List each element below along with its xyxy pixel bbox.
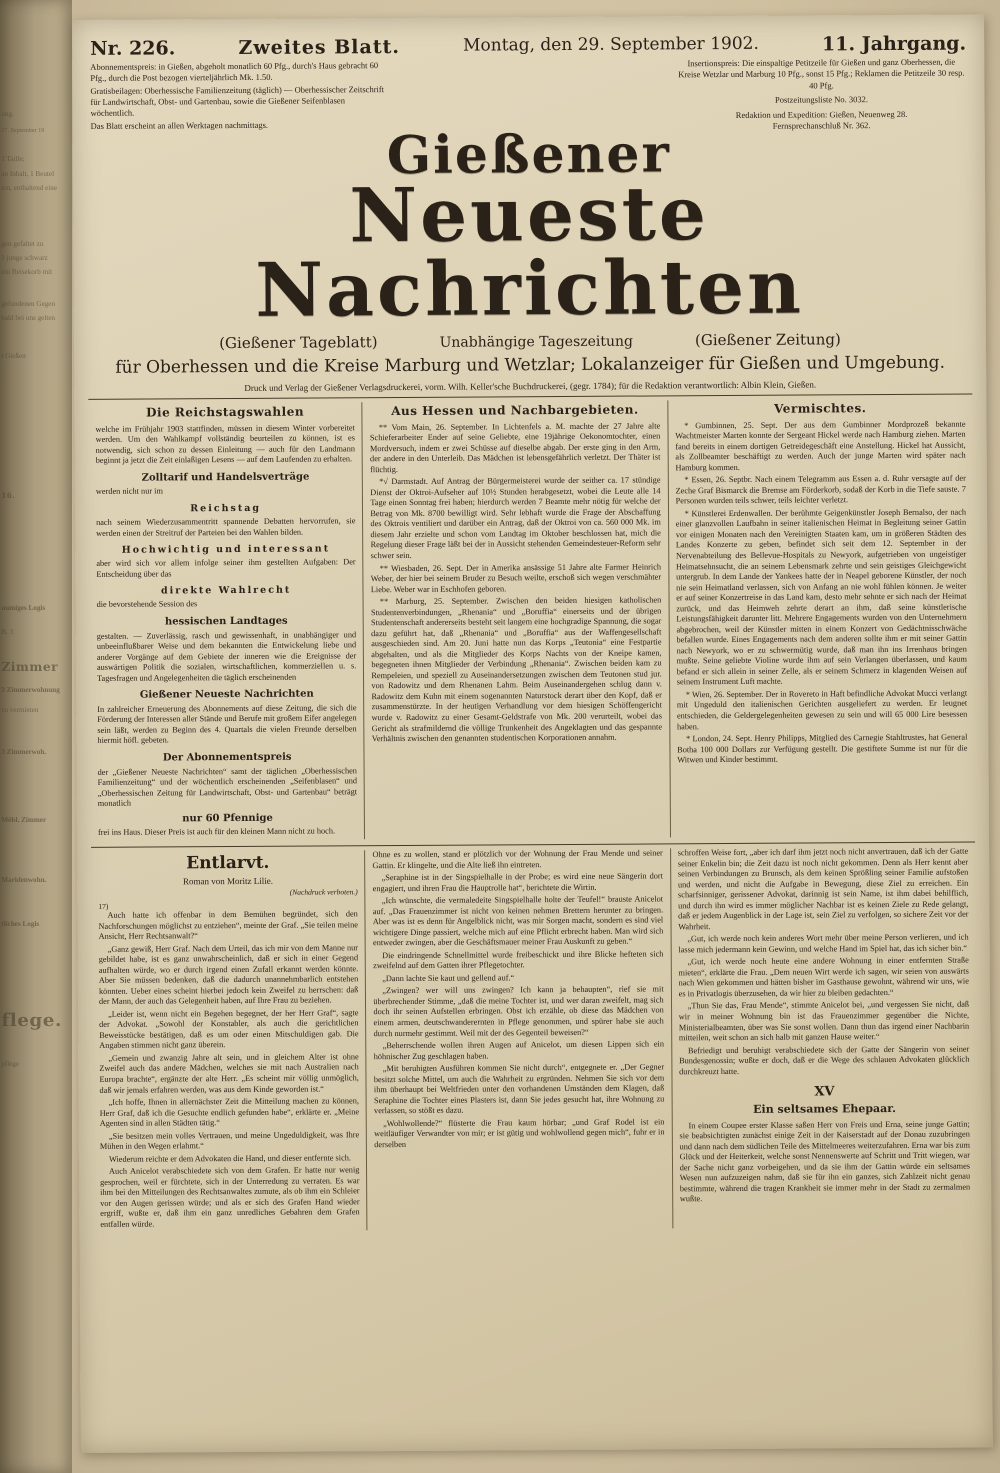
feuilleton-para: „Ganz gewiß, Herr Graf. Nach dem Urteil, das ich mir von dem Manne nur gebildet habe, ist es ganz unwahrscheinlich, daß er sich in einer Gegend aufhalten würde, wo er durch irgend einen Zufall erkannt werden könnte. Aber Sie müssen bedenken, daß die dadurch unannehmbarlich entstehen könnten. Ueber eines scheint hierbei jedoch kein Zweifel zu herrschen: daß der Mann, der auch das Gelegenheit haben, auf Ihre Frau zu beziehen. <box>98 942 359 1007</box>
subscription-terms <box>90 60 390 137</box>
bleed-text-19: Möbl. Zimmer <box>1 816 47 824</box>
feuilleton-para: „Seraphine ist in der Singspielhalle in der Probe; es wird eine neue Sängerin dort engagiert, und ihren Frau die Hauptrolle hat“, berichtete die Wirtin. <box>372 871 663 893</box>
para-1: welche im Frühjahr 1903 stattfinden, müssen in diesem Winter vorbereitet werden. Um den Wahlkampf vollständig beurteilen zu können, ist es notwendig, sich schon zu dessen Einleitung — auch für den Landmann beginnt ja jetzt die Zeit einlaßigen Lesens — auf dem Laufenden zu erhalten. <box>95 422 356 466</box>
gratis-supplements: Gratisbeilagen: Oberhessische Familienzeitung (täglich) — Oberhessischer Zeitschrift für Landwirtschaft, Obst- und Gartenbau, sowie die Gießener Seifenblasen wöchentlich. <box>90 84 385 119</box>
heading-abopreis: Der Abonnementspreis <box>162 751 292 764</box>
insertion-price: Insertionspreis: Die einspaltige Petitzeile für Gießen und ganz Oberhessen, die Kreise Wetzlar und Marburg 10 Pfg., sonst 15 Pfg.; Reklamen die Petitzeile 30 resp. 40 Pfg. <box>678 56 965 91</box>
imprint-line: Druck und Verlag der Gießener Verlagsdruckerei, vorm. Wilh. Keller'sche Buchdruckerei, (gegr. 1784); für die Redaktion verantwortlich: Albin Klein, Gießen. <box>244 379 817 394</box>
feuilleton-para: „Thun Sie das, Frau Mende“, stimmte Anicelot bei, „und vergessen Sie nicht, daß wir in meiner Wohnung bin ist das Frauenzimmer gegenüber die Nichte, Ministerialbeamten, über was Sie sonst wollen. Dann thun das irgend einer Nachbarin mitteilen, weit schon an sich halb mit ganzen Hause weiter.“ <box>678 999 970 1043</box>
subtitle-right: (Gießener Zeitung) <box>694 330 841 350</box>
para-6: gestalten. — Zuverlässig, rasch und gewissenhaft, in unabhängiger und unbeeinflußbarer Weise und dem bekannten die Entwickelung liebe und anderer Vorgänge auf dem Gebiete der inneren wie die Ereignisse der auswärtigen Politik die sozialen, wirtschaftlichen, kommerziellen u. s. Tagesfragen und Angelegenheiten die täglich erscheinenden <box>96 629 357 683</box>
para-3: nach seinem Wiederzusammentritt spannende Debatten hervorrufen, sie werden einen der Streitruf der Parteien bei den Wahlen bilden. <box>96 516 356 538</box>
heading-aus-hessen: Aus Hessen und Nachbargebieten. <box>391 402 639 419</box>
bleed-text-13: numiges Logis <box>1 604 46 612</box>
bleed-heading-pflege: flege. <box>1 1010 62 1031</box>
feuilleton-para: „Wohlwollende?“ flüsterte die Frau kaum hörbar; „und Graf Rodel ist ein weitläufiger Verwandter von mir; er ist gütig und wohlwollend gegen mich“, fuhr er in derselben <box>374 1117 665 1150</box>
news-item: *√ Darmstadt. Auf Antrag der Bürgermeisterei wurde der seither ca. 17 stündige Dienst der Oktroi-Aufseher auf 10½ Stunden herabgesetzt, wobei die Leute alle 14 Tage einen Sonntag frei haben; hierdurch werden 7 Beamte mehr nötig für welche der Betrag von Mk. 8700 bewilligt wird. Sehr lebhaft wurde die Frage der Abschaffung des Oktrois ventiliert und darüber ein Antrag, daß der Oktroi von ca. 560 000 Mk. im diesem Jahr erzielte und schon vom Landtag im Oktober beschlossen hat, mich die Regelung dieser Frage läßt bei der in Aussicht stehenden Gemeindesteuer-Reform sehr schwer sein. <box>370 475 661 561</box>
bleed-text-8: ein Reisekorb mit <box>1 268 53 276</box>
feuilleton-para: „Dann lachte Sie kaut und gellend auf.“ <box>382 973 515 983</box>
news-item: * Künstlerei Erdenwallen. Der berühmte Geigenkünstler Joseph Bernalso, der nach einer glanzvollen Laufbahn in seiner italienischen Heimat in Begleitung seiner Gattin vor einigen Monaten nach den Vereinigten Staaten kam, um in größeren Städten des Landes Konzerte zu geben, befindet sich seit dem 12. September in der Nervenabteilung des Bellevue-Hospitals zu Newyork, aufgetrieben von ungeistiger Heimatsehnsucht, die an seinem Lebensmark zehrte und sein geistiges Gleichgewicht untergrub. In dem Lande der Yankees hatte der in Neapel geborene Künstler, der noch nie sein Heimatland verlassen, sich von Anfang an nie wohl fühlen können. Je weiter er auf seiner Konzertreise in das Land kam, desto mehr sehnte er sich nach der Heimat zurück, und das Heimweh zehrte derart an ihm, daß seine künstlerische Leistungsfähigkeit darunter litt. Mehrere Engagements wurden von den Unternehmern abgebrochen, weil der Künstler mitten in einem Konzert von Gedächtnisschwäche befallen wurde. Eines Engagements nach dem anderen sollte ihm er mit seiner Gattin nach Newyork, wo er zu schwermütig wurde, daß man ihn ins Irrenhaus bringen mußte. Seine geliebte Violine wurde ihm auf sein Verlangen überlassen, und kaum befand er sich allein in seiner Zelle, als er seinem Schmerz in klagenden Weisen auf seinem Instrument Luft machte. <box>675 507 968 687</box>
feuilleton-column-3 <box>671 847 978 1229</box>
bleed-text-5: ten, enthaltend eine <box>1 184 58 192</box>
para-9: frei ins Haus. Dieser Preis ist auch für den kleinen Mann nicht zu hoch. <box>97 826 336 838</box>
supplement-label: Zweites Blatt. <box>238 35 401 59</box>
feuilleton-para: „Sie besitzen mein volles Vertrauen, und meine Ungeduldigkeit, was Ihre Mühen in den Wegen erlahmt.“ <box>99 1129 360 1152</box>
subtitle-middle: Unabhängige Tageszeitung <box>439 333 634 352</box>
editorial-address: Redaktion und Expedition: Gießen, Neuenweg 28. <box>735 108 908 120</box>
bleed-text-10: bald bei uns gelten <box>1 314 56 322</box>
feuilleton-para: „Beherrschende wollen ihren Augen auf Anicelot, um diesen Lippen sich ein höhnischer Zug geschlagen haben. <box>373 1039 664 1061</box>
news-item: ** Marburg, 25. September. Zwischen den beiden hiesigen katholischen Studentenverbindungen, „Rhenania“ und „Boruffia“ einerseits und der übrigen Studentenschaft andererseits besteht seit langem eine hochgradige Spannung, die sogar dazu geführt hat, daß „Rhenania“ und „Boruffia“ aus der Waffengesellschaft ausgeschieden sind. Am 20. Juni hatte nun das Korps „Teutonia“ eine Festpartie abgehalten, und als die Mitglieder des Korps Nachts von der Kneipe kamen, begegneten ihnen Mitglieder der Verbindung „Rhenania“. Zwischen beiden kam zu Rempeleien, und speziell zu Auseinandersetzungen zwischen dem Teutonen stud jur. von Radowitz und dem Rhenanen Lahm. Beim Auseinandergehen schlug dann v. Radowitz dem Kuhn mit einem sogenannten Naturstock derart über den Kopf, daß er zusammenstürzte. In der heutigen Verhandlung vor dem hiesigen Schöffengericht wurde v. Radowitz zu einer Gesamt-Geldstrafe von Mk. 200 verurteilt, wobei das Gericht als strafmildernd die völlige Trunkenheit des Angeklagten und das gespannte Verhältnis zwischen den genannten studentischen Korporationen annahm. <box>370 595 663 744</box>
news-columns <box>88 399 975 841</box>
column-leader <box>88 403 365 841</box>
feuilleton-para: „Leider ist, wenn nicht ein Begehen begegnet, der her Herr Graf“, sagte der Advokat. „Sowohl der Konstabler, als auch die gerichtlichen Beweisstücke bestätigen, daß es um oder einen Mitschuldigen gab. Die Angaben stimmen nicht ganz überein. <box>99 1008 359 1051</box>
column-hessen <box>363 401 671 839</box>
feuilleton-para: Wiederum reichte er dem Advokaten die Hand, und dieser entfernte sich. <box>108 1153 352 1164</box>
issue-number: Nr. 226. <box>90 37 176 60</box>
heading-60pfennige: nur 60 Pfennige <box>182 812 273 825</box>
bleed-text-16: 3 Zimmerwohnung <box>1 686 60 694</box>
news-item: ** Wiesbaden, 26. Sept. Der in Amerika ansässige 51 Jahre alte Farmer Heinrich Weber, der hier bei seinem Bruder zu Besuch weilte, erschoß sich wegen verschmähter Liebe. Weber war in Eschhofen geboren. <box>370 561 662 594</box>
heading-reichstagswahlen: Die Reichstagswahlen <box>146 404 305 420</box>
publication-days: Das Blatt erscheint an allen Werktagen nachmittags. <box>90 120 269 132</box>
feuilleton-para: Ohne es zu wollen, stand er plötzlich vor der Wohnung der Frau Mende und seiner Gattin. Er klingelte, und die Alte ließ ihn eintreten. <box>372 848 663 870</box>
para-2: werden nicht nur im <box>95 486 163 497</box>
news-item: ** Vom Main, 26. September. In Lichtenfels a. M. machte der 27 Jahre alte Schieferarbeiter Ender auf seine Geliebte, eine 19jährige Oekonomtochter, einen Mordversuch, indem er zwei Schüsse auf dieselbe abgab. Der erste ging in den Arm, der andere in den Unterleib. Das Mädchen ist lebensgefährlich verletzt. Der Thäter ist flüchtig. <box>369 421 661 474</box>
feuilleton-para: schroffen Weise fort, „aber ich darf ihm jetzt noch nicht anvertrauen, daß ich der Gatte seiner Enkelin bin; die Zeit dazu ist noch nicht gekommen. Denn als Herr kennt aber seinen Verbindungen zu Brunsch, als dem keinen Sprößling seiner Familie aufstoßen und werden, und nicht die Aufgabe in Bewegung, diese Ziel zu erreichen. Ein scharfsinniger, gerissener Advokat, darinnig ist sein Name, ist ihm dabei behilflich, und durch ihn wird es immer möglicher Nachbar ist es keinen Ziele zu Rede gelangt, daß er jedem Augenblick in der Lage ist, sein Ziel zu verfolgen, so sichere Zeit vor der Wahrheit. <box>677 846 969 932</box>
para-4: aber wird sich vor allem infolge seiner ihm gestellten Aufgaben: Der Entscheidung über das <box>96 557 356 579</box>
volume-label: 11. Jahrgang. <box>821 32 967 56</box>
page-gutter-bleed <box>0 0 72 1473</box>
feuilleton-column-1 <box>91 850 368 1232</box>
feuilleton-para: Auch hatte ich offenbar in dem Bemühen begründet, sich den Nachforschungen möglichst zu entziehen“, meinte der Graf. „Sie teilen meine Ansicht, Herr Rechtsanwalt?“ <box>98 909 358 941</box>
news-item: * Essen, 26. Septbr. Nach einem Telegramm aus Essen a. d. Ruhr versagte auf der Zeche Graf Bismarck die Bremse am Förderkorb, sodaß der Korb in die Tiefe sauste. 7 Personen wurden teils schwer, teils leichter verletzt. <box>675 473 966 506</box>
bleed-text-23: pflege <box>1 1060 20 1068</box>
bleed-text-6: gen gefaltet zu <box>1 240 44 248</box>
feuilleton-para: „Ich hoffe, Ihnen in allernächster Zeit die Mitteilung machen zu können, Herr Graf, daß ich die Gesuchte endlich gefunden habe“, erklärte er. „Meine Agenten sind in allen Städten tätig.“ <box>99 1096 360 1128</box>
feuilleton-para: „Gemein und zwanzig Jahre alt sein, und in gleichem Alter ist ohne Zweifel auch das andere Mädchen, welches sie mit nach Australien nach Europa brachte“, ergänzte der alte Herr. „Es scheint mir völlig unmöglich, daß wir jemals erfahren werden, was aus dem Kinde geworden ist.“ <box>99 1052 359 1095</box>
news-item: * Wien, 26. September. Der in Rovereto in Haft befindliche Advokat Mucci verlangt mit Ungeduld den italienischen Gerichten ausgeliefert zu werden. Er leugnet entschieden, die Geldergelegenheiten gewesen zu sein und will 65 000 Lire besessen haben. <box>676 688 968 731</box>
bleed-text-17: zu vermieten <box>1 706 39 714</box>
heading-wahlrecht: direkte Wahlrecht <box>160 584 292 597</box>
bleed-text-9: gefundenen Gegen <box>1 300 56 308</box>
issue-date: Montag, den 29. September 1902. <box>463 33 759 56</box>
heading-zolltarif: Zolltarif und Handelsverträge <box>141 471 310 484</box>
heading-vermischtes: Vermischtes. <box>774 401 867 417</box>
heading-hochwichtig: Hochwichtig und interessant <box>121 543 331 556</box>
masthead-title <box>87 123 972 335</box>
bleed-text-3: 1 Taille; <box>1 155 25 163</box>
feuilleton-title: Entlarvt. <box>186 852 270 874</box>
feuilleton-installment-number: 17) <box>98 901 109 911</box>
feuilleton-para: „Mit beruhigten Ausführen kommen Sie nicht durch“, entgegnete er. „Der Gegner besitzt solche Mittel, um auch die Wahrheit zu ergründen. Nehmen Sie sich vor dem ihm überhaupt bei Weltfrieden unter den vorhandenen Umständen dem Klagen, daß Seraphine die Tochter eines Plasters ist, dann Sie jedes gesucht hat, ihre Wohnung zu verlassen, so stößt es dazu. <box>373 1062 665 1116</box>
feuilleton-copyright-note: (Nachdruck verboten.) <box>289 887 358 897</box>
bleed-text-2: 27. September 19 <box>1 128 45 134</box>
advertising-terms <box>676 57 966 134</box>
para-7: In zahlreicher Erneuerung des Abonnements auf diese Zeitung, die sich die Förderung der Interessen aller Stände und Berufe mit großem Eifer angelegen sein läßt, werden zu Beginn des 4. Quartals die vielen Freunde derselben hiermit höfl. gebeten. <box>97 703 357 746</box>
feuilleton-para: Befriedigt und beruhigt verabschiedete sich der Gatte der Sängerin von seiner Bundesgenossin; wußte er doch, daß er die Wege des schlauen Advokaten glücklich durchkreuzt hatte. <box>679 1044 970 1076</box>
title-line-1: Gießener <box>386 123 672 186</box>
bleed-text-7: 1 junge schwarz <box>1 254 48 262</box>
feuilleton-para: „Gut, ich werde noch heute eine andere Wohnung in einer entfernten Straße mieten“, erklärte die Frau. „Dem neuen Wirt werde ich sagen, wir seien von auswärts nach Wien gekommen und hätten bisher im Gasthause gewohnt, während wir uns, wie es in Privatlogis überzusehen, da wir hier zu bleiben gedachten.“ <box>678 955 969 999</box>
bleed-text-11: t Gießen <box>1 352 26 360</box>
bleed-text-21: tliches Logis <box>1 920 40 928</box>
heading-reichstag: Reichstag <box>190 502 262 515</box>
feuilleton-para: In einem Coupee erster Klasse saßen Herr von Freis und Erna, seine junge Gattin; sie beabsichtigten zunächst einige Zeit in der Kaiserstadt auf der Donau zuzubringen und dann nach dem südlichen Teile des Mittelmeeres weiterzufahren. Erna war bis zum Glück und der Heiterkeit, welche sonst Nennenswerte auf Schritt und Tritt wiegen, war der Sache nicht ganz vorbeigehen, und da sie ihm der Gattin würde ein seltsames Wesen nun aufzuzeigen nahm, daß sie für ihn ein ganzes, sich Zahlzeit nicht genau bestimmte, während die tragen Krankheit sie immer mehr in der Stadt zu zermalmen wußte. <box>679 1119 971 1204</box>
subtitle-left: (Gießener Tageblatt) <box>219 333 378 353</box>
masthead-subtitles <box>88 330 972 353</box>
title-line-2: Neueste Nachrichten <box>255 171 805 335</box>
telephone-number: Fernsprechanschluß Nr. 362. <box>772 120 871 132</box>
masthead-top <box>86 27 970 60</box>
feuilleton-para: „Zwingen? wer will uns zwingen? Ich kann ja behaupten“, rief sie mit überbrechender Stimme, „daß die meine Tochter ist, und wer daran zweifelt, mag sich doch ihr seinen Aufstellen erbringen. Obst ich erzähle, ob diese das Mädchen von einem armen, deutschwanderernten in Pflege genommen, und spürer habe sie auch durch nurmehr gestimmt. Weil mit der des Gegenteil beweisen?“ <box>373 984 664 1038</box>
heading-gnn: Gießener Neueste Nachrichten <box>139 688 314 701</box>
para-8: der „Gießener Neueste Nachrichten“ samt der täglichen „Oberhessischen Familienzeitung“ und der wöchentlich erscheinenden „Seifenblasen“ und „Oberhessischen Zeitung für Landwirtschaft, Obst- und Gartenbau“ beträgt monatlich <box>97 765 358 809</box>
printed-sheet <box>72 14 993 1453</box>
subtitle-region: für Oberhessen und die Kreise Marburg und Wetzlar; Lokalanzeiger für Gießen und Umgebung. <box>115 353 946 379</box>
feuilleton-section <box>91 842 977 1233</box>
column-vermischtes <box>668 399 975 837</box>
feuilleton-column-2 <box>365 848 673 1230</box>
post-list-number: Postzeitungsliste No. 3032. <box>774 94 869 106</box>
bleed-heading-zimmer: Zimmer <box>1 660 59 674</box>
bleed-text-4: an Inhalt, 1 Beutel <box>1 170 55 178</box>
chapter-title: Ein seltsames Ehepaar. <box>753 1101 896 1116</box>
news-item: * London, 24. Sept. Henry Philipps, Mitglied des Carnegie Stahltrustes, hat General Botha 100 000 Dollars zur Verfügung gestellt. Die gestiftete Summe ist nur für die Witwen und Kinder bestimmt. <box>677 732 968 765</box>
abo-price: Abonnementspreis: in Gießen, abgeholt monatlich 60 Pfg., durch's Haus gebracht 60 Pfg., durch die Post bezogen vierteljährlich Mk. 1.50. <box>90 60 379 83</box>
bleed-text-18: 3 Zimmerwoh. <box>1 748 47 756</box>
feuilleton-para: „Ich wünschte, die vermaledeite Singspielhalle holte der Teufel!“ brauste Anicelot auf. „Das Frauenzimmer ist nicht von keinen nehmen Brettern herunter zu bringen. Aber was ist es denn für Angelblick nicht, was mir Sorgen macht, sondern es sind viel wichtigere Dinge passiert, welche mich auf eine Pflicht erbrecht haben. Man wird sich entweder zwingen, aber die Geschäftsmauer meiner Frau Auskunft zu geben.“ <box>372 894 664 948</box>
feuilleton-author: Roman von Moritz Lilie. <box>182 875 273 886</box>
feuilleton-para: Auch Anicelot verabschiedete sich von dem Grafen. Er hatte nur wenig gesprochen, weil er fürchtete, sich in der Unterredung zu verraten. Es war ihm bei den Mitteilungen des Rechtsanwaltes zumute, als ob ihm ein Schleier vor den Augen gerissen würde; und als er sich des Grafen Hand wieder ergriff, wußte er, daß ihm ein ganz unredliches Gebahren dem Grafen entfallen würde. <box>100 1165 360 1229</box>
bleed-text-14: B. 3 <box>1 628 14 636</box>
chapter-number: XV <box>814 1084 835 1100</box>
feuilleton-para: „Gut, ich werde noch kein anderes Wort mehr über meine Person verlieren, und ich lasse mich jedermann kein Gewinn, und welche Hand im Spiel hat, das ich sicher bin.“ <box>678 932 969 955</box>
para-5: die bevorstehende Session des <box>96 599 198 610</box>
bleed-heading-16: 16. <box>1 491 16 500</box>
heading-landtag: hessischen Landtages <box>164 615 288 628</box>
news-item: * Gumbinnen, 25. Sept. Der aus dem Gumbinner Mordprozeß bekannte Wachtmeister Marten konnte der Sergeant Hickel werde nach Hamburg ziehen. Marten fand bereits in einem dortigen Getreidegeschäft eine Anstellung. Hickel hat Aussicht, als Zollbeamter beschäftigt zu werden. Auch der junge Marten wird später nach Hamburg kommen. <box>675 419 966 473</box>
bleed-text-1: ung. <box>1 110 14 118</box>
bleed-text-20: Maridenwohn. <box>1 876 47 884</box>
feuilleton-para: Die eindringende Schnellmittel wurde freibeschickt und ihre Blicke hefteten sich zweifelnd auf dem Gatten ihrer Pflegetochter. <box>373 949 664 971</box>
